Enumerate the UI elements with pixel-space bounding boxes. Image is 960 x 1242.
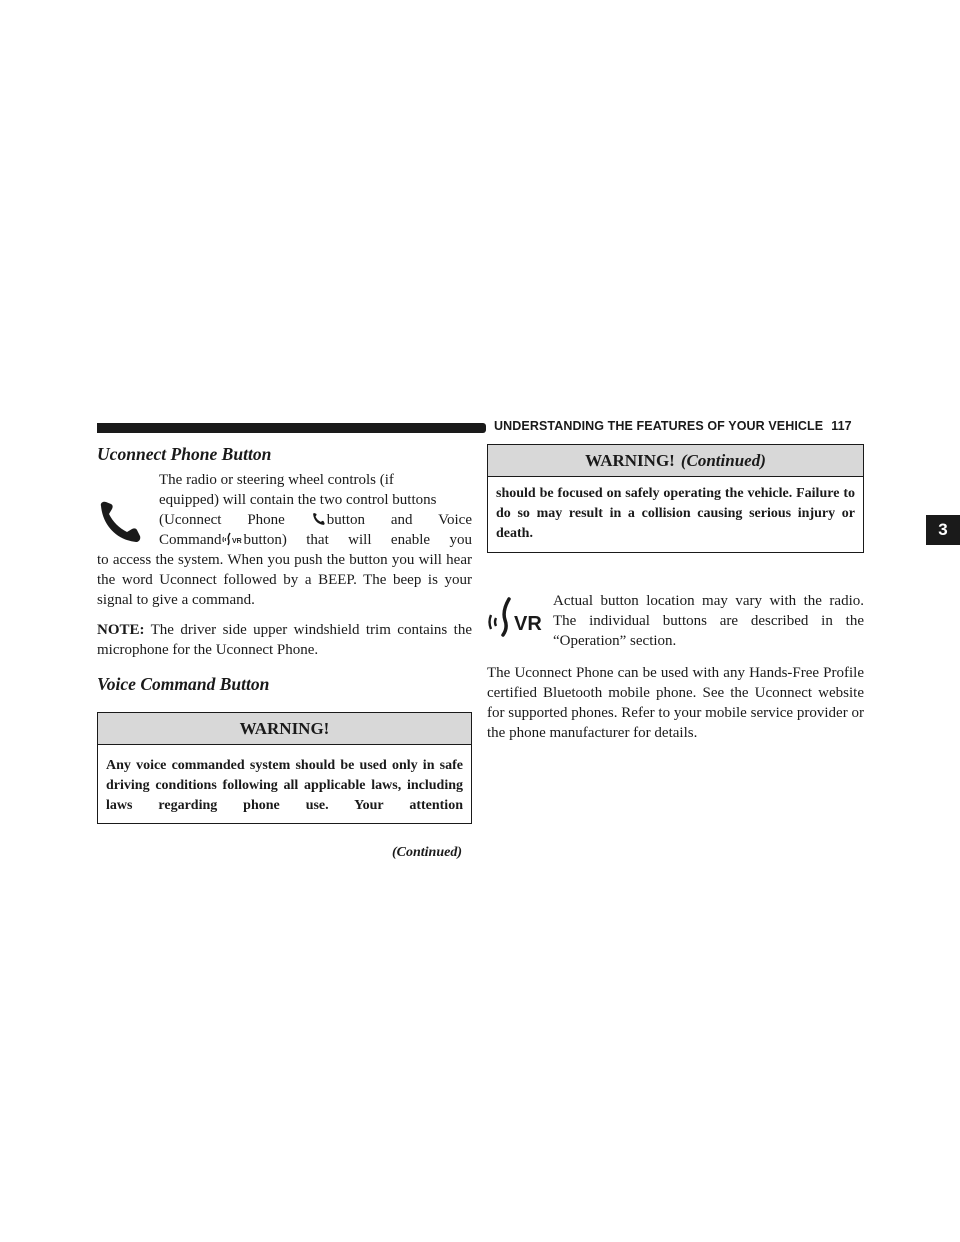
warning-text: Any voice commanded system should be used only in safe driving conditions following all applicable laws, including laws regarding phone use. Your attention: [106, 758, 463, 813]
intro-line-3a: (Uconnect Phone: [159, 512, 285, 528]
warning-title: WARNING!: [98, 713, 471, 745]
voice-command-icon: [222, 532, 244, 546]
intro-line-4a: Command: [159, 532, 222, 548]
page-number: 117: [831, 419, 852, 433]
warning-box-continued: [487, 444, 864, 553]
note-paragraph: [97, 620, 472, 660]
phone-icon: [97, 498, 145, 546]
compatibility-paragraph: The Uconnect Phone can be used with any Hands-Free Profile certified Bluetooth mobile phone. See the Uconnect website for supported phones. Refer to your mobile service provider or the phone manufacturer for details.: [487, 665, 864, 741]
phone-button-intro: [97, 470, 472, 550]
warning-box: [97, 712, 472, 824]
warning-text-continued: should be focused on safely operating the vehicle. Failure to do so may result in a collision causing serious injury or death.: [496, 486, 855, 541]
warning-title-text: WARNING!: [585, 451, 675, 470]
intro-line-4b: button) that will enable you: [243, 532, 472, 548]
left-column: [97, 440, 472, 863]
intro-continuation: to access the system. When you push the button you will hear the word Uconnect followed by a BEEP. The beep is your signal to give a command.: [97, 552, 472, 608]
intro-line-3b: button and Voice: [326, 512, 473, 528]
phone-icon: [311, 512, 327, 526]
warning-continued-label: (Continued): [680, 451, 766, 470]
intro-line-2: equipped) will contain the two control buttons: [159, 492, 437, 508]
running-header: [494, 419, 852, 433]
vr-voice-icon: [487, 595, 545, 637]
continued-label: (Continued): [391, 845, 462, 860]
button-location-text: Actual button location may vary with the radio. The individual buttons are described in the “Operation” section.: [553, 593, 864, 649]
warning-title-continued: [488, 445, 863, 477]
note-label: NOTE:: [97, 622, 145, 638]
section-title: UNDERSTANDING THE FEATURES OF YOUR VEHICLE: [494, 419, 824, 433]
intro-line-1: The radio or steering wheel controls (if: [159, 472, 394, 488]
uconnect-phone-heading: Uconnect Phone Button: [97, 444, 272, 464]
note-text: The driver side upper windshield trim contains the microphone for the Uconnect Phone.: [97, 622, 472, 658]
voice-command-heading: Voice Command Button: [97, 674, 270, 694]
svg-text:VR: VR: [231, 538, 242, 545]
button-location-block: [487, 591, 864, 651]
right-column: [487, 444, 864, 743]
vr-label: VR: [514, 613, 542, 635]
header-rule: [97, 423, 486, 433]
chapter-tab: 3: [926, 515, 960, 545]
